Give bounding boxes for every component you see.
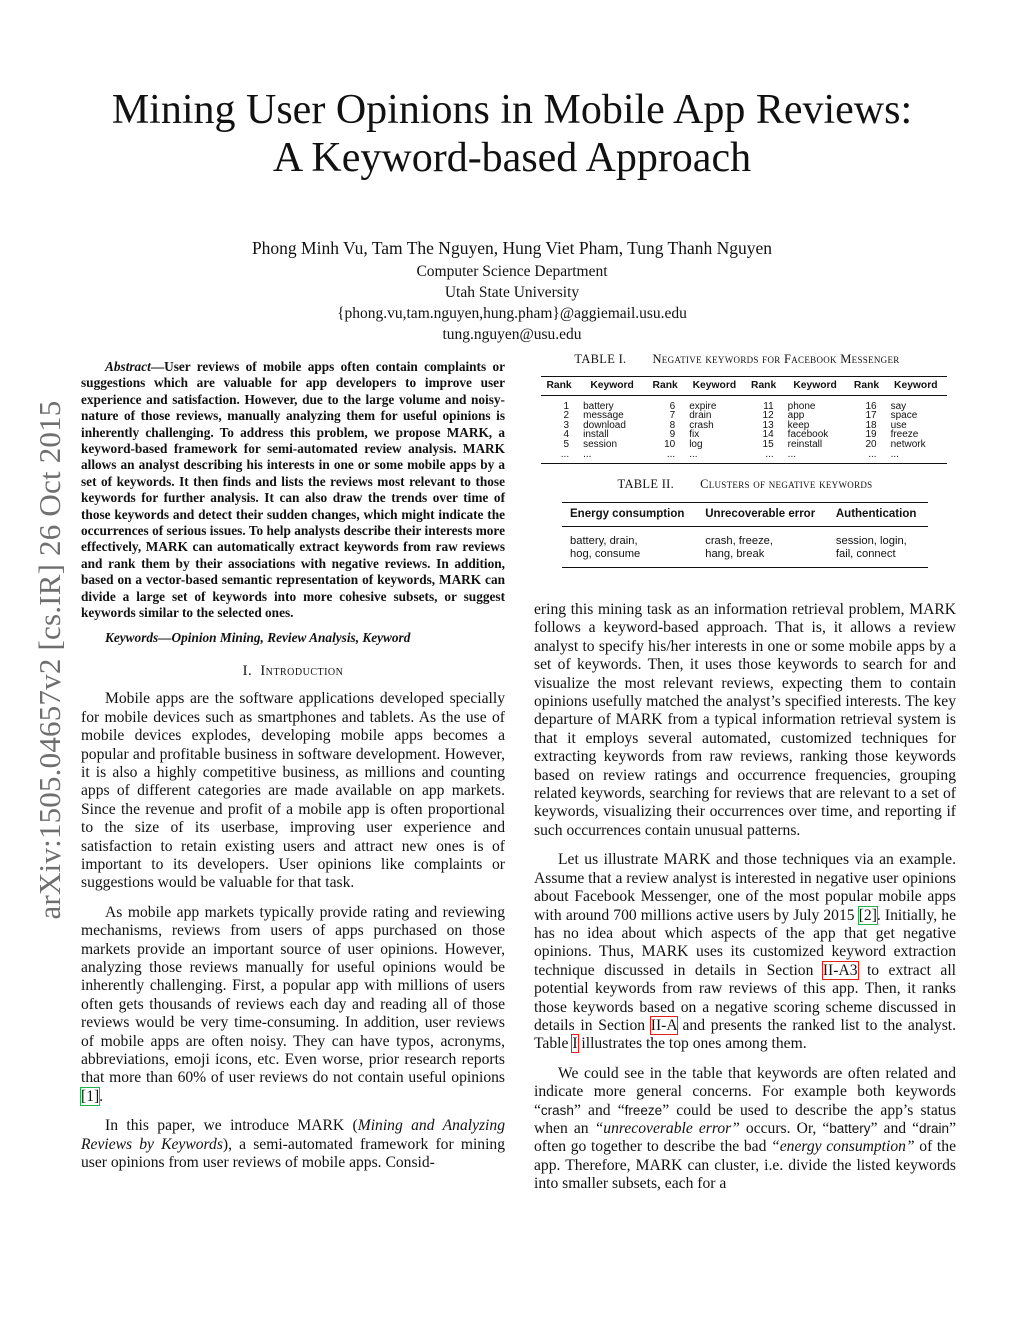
paragraph-text: ), a semi-automated framework for mining user opinions from user reviews of mobile apps. Consid-: [81, 1135, 506, 1172]
table-cell: 14: [762, 429, 774, 441]
intro-paragraph-3: [81, 1117, 505, 1172]
table-cell: ...: [683, 450, 745, 464]
cell-line: fail, connect: [835, 548, 896, 560]
left-column: [81, 359, 505, 1183]
table-cell: 15: [762, 438, 774, 450]
intro-paragraph-1: Mobile apps are the software applications developed specially for mobile devices such as smartphones and tablets. As the use of mobile devices explodes, developing mobile apps becomes a popular and profitable business in software development. However, it is also a highly competitive business, as millions and counting apps of different categories are made available on app markets. Since the revenue and profit of a mobile app is often proportional to the size of its userbase, improving user experience and satisfaction to retain existing users and attract new ones is of important to its developers. User opinions like complaints or suggestions would be valuable for that task.: [81, 690, 505, 892]
table2-header: Unrecoverable error: [697, 503, 828, 527]
table-cell: session: [583, 438, 618, 450]
table1-header-row: [541, 377, 947, 396]
quoted-concern: “energy consumption”: [771, 1138, 915, 1156]
keyword-term: crash: [540, 1102, 574, 1118]
paragraph-text: As mobile app markets typically provide rating and reviewing mechanisms, reviews from users of apps purchased on those markets provide an important source of user opinions. However, analyzing those reviews manually for useful opinions would be inherently challenging. First, a popular app with millions of users often gets thousands of reviews each day and reading all of those reviews would be very time-consuming. In addition, user reviews of mobile apps are often noisy. They can have typos, acronyms, abbreviations, emoji icons, etc. Even worse, prior research reports that more than 60% of user reviews do not contain useful opinions: [81, 903, 505, 1087]
title-line-2: A Keyword-based Approach: [272, 135, 752, 181]
table2-caption: [562, 477, 928, 492]
table-cell: crash: [689, 419, 714, 431]
table1-header: Rank: [541, 377, 577, 396]
table-cell: 17: [865, 410, 877, 422]
table-cell: 11: [763, 400, 774, 412]
abstract: Abstract—User reviews of mobile apps often contain complaints or suggestions which are valuable for app developers to improve user experience and satisfaction. However, due to the large volume and noisy-nature of those reviews, manually analyzing them for useful opinions is inherently challenging. To address this problem, we propose MARK, a keyword-based framework for semi-automated review analysis. MARK allows an analyst describing his interests in one or some mobile apps by a set of keywords. It then finds and lists the reviews most relevant to those keywords for further analysis. It can also draw the trends over time of those keywords and detect their sudden changes, which might indicate the occurrences of serious issues. To help analysts describe their interests more effectively, MARK can automatically extract keywords from raw reviews and rank them by their associations with negative reviews. In addition, based on a vector-based semantic representation of keywords, MARK can divide a large set of keywords into more cohesive subsets, or suggest keywords similar to the selected ones.: [81, 359, 505, 621]
table-cell: 16: [865, 400, 877, 412]
table-cell: download: [583, 419, 626, 431]
right-paragraph-2: [534, 851, 956, 1053]
paragraph-text: illustrates the top ones among them.: [577, 1035, 807, 1053]
table-cell: space: [890, 410, 918, 422]
table-cell: drain: [689, 410, 712, 422]
section-number: I.: [242, 662, 253, 679]
table-cell: 1: [563, 400, 570, 412]
table-row: [541, 440, 947, 450]
table2-header: Energy consumption: [562, 503, 697, 527]
table-cell: 9: [669, 429, 676, 441]
keywords: Keywords—Opinion Mining, Review Analysis, Keyword: [105, 629, 411, 645]
table-cell: 8: [669, 419, 676, 431]
keyword-term: freeze: [624, 1102, 663, 1118]
table-cell: 7: [669, 410, 676, 422]
table2-number: TABLE II.: [617, 477, 675, 491]
table-cell: ...: [885, 450, 947, 464]
affiliation-department: Computer Science Department: [416, 263, 608, 280]
table-row: [562, 527, 928, 568]
table1-header: Keyword: [782, 377, 849, 396]
table1-header: Keyword: [885, 377, 947, 396]
paragraph-text: .: [99, 1087, 104, 1105]
table1-header: Keyword: [577, 377, 647, 396]
table-cell: [697, 527, 828, 568]
table-cell: message: [583, 410, 624, 422]
table-cell: 2: [563, 410, 570, 422]
table1: [541, 376, 947, 464]
table-cell: network: [890, 438, 926, 450]
table-cell: [562, 527, 697, 568]
right-column: [534, 601, 956, 1205]
section-heading-introduction: [81, 662, 505, 680]
section-link-II-A3[interactable]: II-A3: [822, 961, 858, 979]
paper-title: [0, 86, 1024, 182]
table1-caption: [541, 352, 933, 367]
right-paragraph-3: [534, 1065, 956, 1194]
table-cell: 19: [865, 429, 877, 441]
table1-header: Keyword: [683, 377, 745, 396]
table2: [562, 502, 928, 568]
table-cell: facebook: [787, 429, 829, 441]
paragraph-text: ” often go together to describe the bad: [534, 1119, 956, 1156]
table-cell: ...: [782, 450, 849, 464]
cell-line: battery, drain,: [570, 535, 638, 547]
quoted-concern: “unrecoverable error”: [594, 1119, 740, 1137]
paragraph-text: and presents the ranked list to the analyst. Table: [534, 1016, 956, 1053]
cell-line: session, login,: [835, 535, 907, 547]
table-cell: app: [787, 410, 805, 422]
table-cell: 10: [664, 438, 676, 450]
table-cell: ...: [746, 450, 782, 464]
affiliation-university: Utah State University: [444, 284, 580, 301]
right-paragraph-1: ering this mining task as an information retrieval problem, MARK follows a keyword-based approach. That is, it allows a review analyst to specify his/her interests in one or some mobile apps by a set of keywords. Then, it uses those keywords to search for and visualize the most relevant reviews, expecting them to contain opinions usefully matched the analyst’s specified interests. The key departure of MARK from a typical information retrieval system is that it employs several automated, customized techniques for extracting keywords from raw reviews, ranking those keywords based on review ratings and occurrence frequencies, grouping related keywords, searching for reviews that are relevant to a set of keywords, visualizing their occurrences over time, and reporting if such occurrences contain unusual patterns.: [534, 601, 956, 839]
table-cell: install: [583, 429, 609, 441]
table1-header: Rank: [647, 377, 683, 396]
paragraph-text: . Initially, he has no idea about which aspects of the app that get negative opinions. Thus, MARK uses its customized keyword extraction technique discussed in details in Section: [534, 906, 957, 979]
paragraph-text: occurs. Or, “: [739, 1119, 830, 1137]
table-cell: battery: [583, 400, 614, 412]
table1-number: TABLE I.: [574, 352, 627, 366]
abstract-label: Abstract: [105, 359, 151, 374]
section-title: Introduction: [260, 662, 344, 679]
table-cell: reinstall: [787, 438, 823, 450]
paragraph-text: of the app. Therefore, MARK can cluster, i.e. divide the listed keywords into smaller subsets, each for a: [534, 1138, 956, 1193]
table-row: [541, 450, 947, 464]
arxiv-stamp: arXiv:1505.04657v2 [cs.IR] 26 Oct 2015: [32, 400, 67, 920]
table2-header-row: [562, 503, 928, 527]
abstract-text: User reviews of mobile apps often contain complaints or suggestions which are valuable for app developers to improve user experience and satisfaction. However, due to the large volume and noisy-nature of those reviews, manually analyzing them for useful opinions is inherently challenging. To address this problem, we propose MARK, a keyword-based framework for semi-automated review analysis. MARK allows an analyst describing his interests in one or some mobile apps by a set of keywords. It then finds and lists the reviews most relevant to those keywords for further analysis. It can also draw the trends over time of those keywords and detect their sudden changes, which might indicate the occurrences of serious issues. To help analysts describe their interests more effectively, MARK can automatically extract keywords from raw reviews and rank them by their associations with negative reviews. In addition, based on a vector-based semantic representation of keywords, MARK can divide a large set of keywords into more cohesive subsets, or suggest keywords similar to the selected ones.: [81, 359, 505, 621]
section-link-II-A[interactable]: II-A: [650, 1016, 677, 1034]
paragraph-text: ” and “: [573, 1101, 625, 1119]
affiliation-email-2: tung.nguyen@usu.edu: [442, 326, 582, 343]
table-cell: 3: [563, 419, 570, 431]
mark-acronym-expansion: Mining and Analyzing Reviews by Keywords: [81, 1117, 505, 1153]
cell-line: hang, break: [705, 548, 765, 560]
table-cell: keep: [787, 419, 810, 431]
keyword-term: battery: [829, 1120, 871, 1136]
paragraph-text: Let us illustrate MARK and those techniques via an example. Assume that a review analyst is interested in negative user opinions about Facebook Messenger, one of the most popular mobile apps with around 700 millions active users by July 2015: [534, 851, 956, 924]
table2-header: Authentication: [828, 503, 928, 527]
table-cell: ...: [577, 450, 647, 464]
table1-header: Rank: [848, 377, 884, 396]
table-cell: fix: [689, 429, 700, 441]
title-line-1: Mining User Opinions in Mobile App Reviews:: [111, 87, 913, 133]
paragraph-text: ” and “: [870, 1119, 920, 1137]
table-cell: 4: [563, 429, 570, 441]
table-cell: ...: [541, 450, 577, 464]
table-cell: 12: [762, 410, 774, 422]
table2-title: Clusters of negative keywords: [700, 477, 873, 491]
citation-link-1[interactable]: [1]: [81, 1087, 100, 1105]
table-cell: 6: [669, 400, 676, 412]
keyword-term: drain: [919, 1120, 950, 1136]
table-cell: 5: [563, 438, 570, 450]
cell-line: crash, freeze,: [705, 535, 774, 547]
table-cell: phone: [787, 400, 816, 412]
table-cell: ...: [647, 450, 683, 464]
table-cell: say: [890, 400, 907, 412]
table-row: [541, 395, 947, 411]
table1-title: Negative keywords for Facebook Messenger: [652, 352, 900, 366]
table-cell: use: [890, 419, 907, 431]
keywords-text: Opinion Mining, Review Analysis, Keyword: [171, 629, 411, 645]
citation-link-2[interactable]: [2]: [858, 906, 877, 924]
affiliation-block: [0, 261, 1024, 345]
table-link-I[interactable]: I: [572, 1035, 578, 1053]
table-cell: freeze: [890, 429, 919, 441]
table-cell: ...: [848, 450, 884, 464]
table-cell: expire: [689, 400, 717, 412]
author-list: Phong Minh Vu, Tam The Nguyen, Hung Viet Pham, Tung Thanh Nguyen: [251, 238, 773, 258]
table-cell: 13: [762, 419, 774, 431]
table-cell: 18: [865, 419, 877, 431]
paragraph-text: to extract all potential keywords from raw reviews of this app. Then, it ranks those keywords based on a negative scoring scheme discussed in details in Section: [534, 961, 956, 1034]
cell-line: hog, consume: [570, 548, 641, 560]
table-cell: log: [689, 438, 703, 450]
paragraph-text: In this paper, we introduce MARK (: [105, 1117, 358, 1135]
affiliation-email-1: {phong.vu,tam.nguyen,hung.pham}@aggiemail.usu.edu: [337, 305, 687, 322]
table-cell: 20: [865, 438, 877, 450]
table-cell: [828, 527, 928, 568]
paragraph-text: ” could be used to describe the app’s status when an: [534, 1101, 957, 1137]
intro-paragraph-2: [81, 904, 505, 1106]
table1-header: Rank: [746, 377, 782, 396]
paragraph-text: We could see in the table that keywords are often related and indicate more general concerns. For example both keywords “: [534, 1064, 956, 1119]
keywords-label: Keywords: [105, 629, 159, 645]
